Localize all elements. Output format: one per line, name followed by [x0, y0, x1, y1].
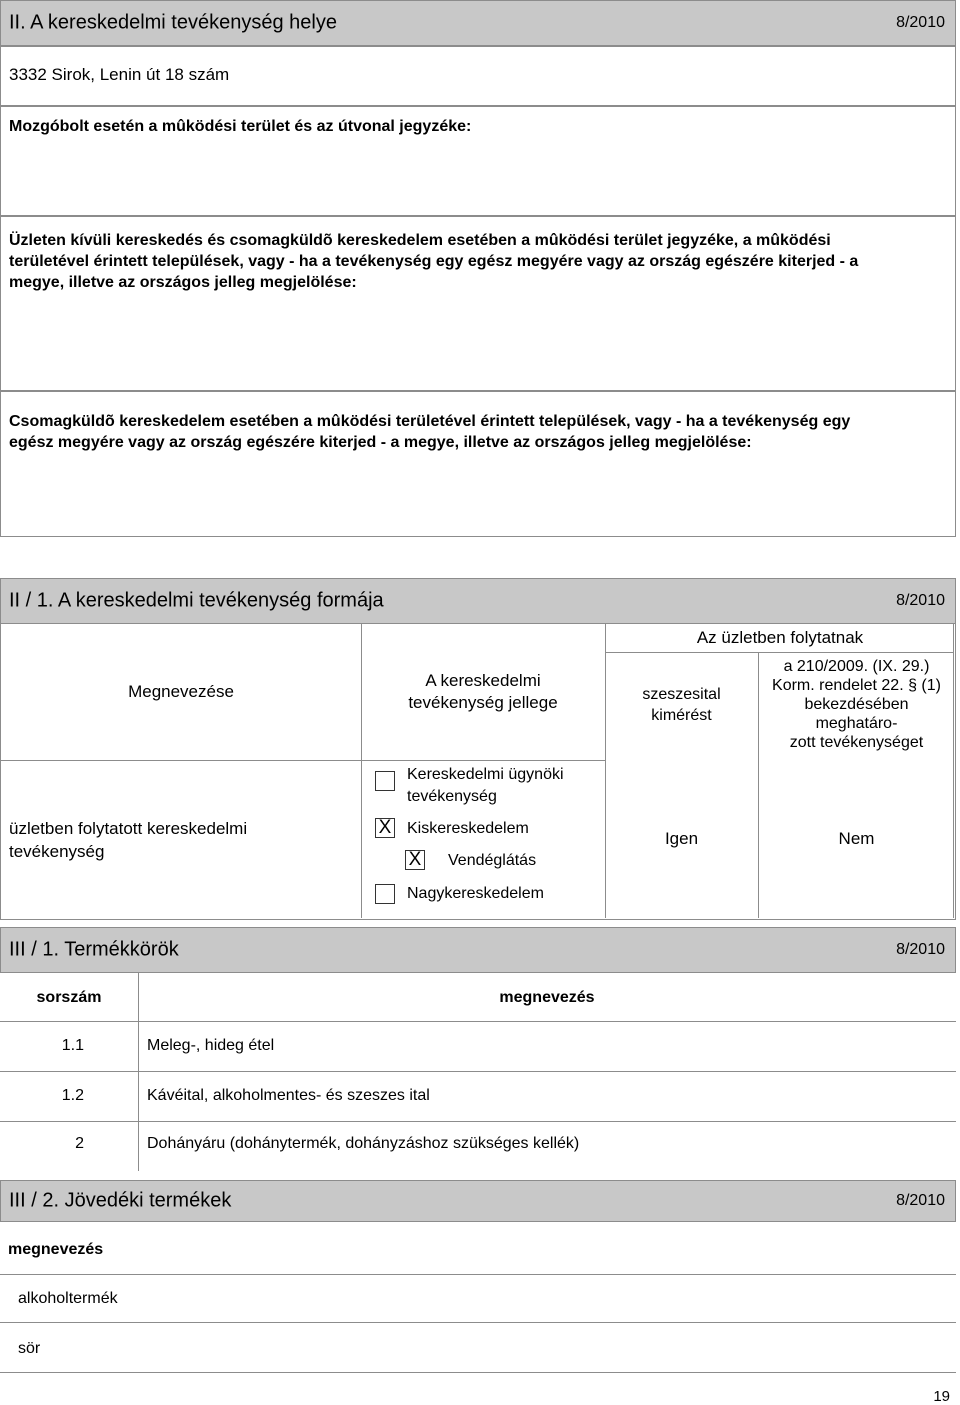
col-regulated-header — [758, 657, 955, 752]
excise-col-header: megnevezés — [8, 1241, 104, 1258]
regulated-value: Nem — [838, 829, 875, 848]
form-table — [0, 624, 956, 920]
row-num: 2 — [75, 1135, 84, 1152]
row-num: 1.2 — [61, 1087, 84, 1104]
row-name: Meleg-, hideg étel — [147, 1037, 275, 1054]
table-row — [0, 1021, 956, 1071]
option-vendeglatas-label: Vendéglátás — [448, 852, 537, 869]
outside-line-3: megye, illetve az országos jelleg megjelölése: — [9, 274, 357, 291]
col-sorszam-header: sorszám — [36, 989, 102, 1006]
row-name-line-1: üzletben folytatott kereskedelmi — [9, 819, 248, 838]
section-3-2-title: III / 2. Jövedéki termékek — [9, 1189, 232, 1212]
section-3-1-code: 8/2010 — [896, 941, 945, 958]
checkbox-ugynoki[interactable] — [375, 771, 395, 791]
col-reg-line-5: zott tevékenységet — [789, 734, 924, 751]
col-jelleg-line-1: A kereskedelmi — [425, 671, 541, 690]
address-box — [0, 46, 956, 106]
checkbox-vendeglatas[interactable]: X — [405, 850, 425, 870]
row-name: Dohányáru (dohánytermék, dohányzáshoz szükséges kellék) — [147, 1135, 580, 1152]
mailorder-line-1: Csomagküldõ kereskedelem esetében a mûködési területével érintett települések, vagy - ha a tevékenység egy — [9, 413, 851, 430]
section-2-header — [0, 0, 956, 46]
mobile-shop-box — [0, 106, 956, 216]
col-megnevezes-header: Megnevezése — [128, 682, 234, 701]
page-number: 19 — [933, 1388, 950, 1405]
section-2-1-code: 8/2010 — [896, 592, 945, 609]
outside-trade-box — [0, 216, 956, 391]
section-2-1-title: II / 1. A kereskedelmi tevékenység formája — [9, 589, 384, 612]
col-reg-line-1: a 210/2009. (IX. 29.) — [783, 658, 930, 675]
col-reg-line-2: Korm. rendelet 22. § (1) — [772, 677, 941, 694]
section-3-2-header — [0, 1180, 956, 1222]
mailorder-line-2: egész megyére vagy az ország egészére kiterjed - a megye, illetve az országos jelleg megjelölése: — [9, 434, 752, 451]
section-3-1-header — [0, 927, 956, 973]
mail-order-label — [9, 411, 850, 453]
products-table — [0, 973, 956, 1173]
option-nagykereskedelem-label: Nagykereskedelem — [407, 885, 544, 902]
col-jelleg-line-2: tevékenység jellege — [408, 693, 558, 712]
option-ugynoki-label — [407, 764, 564, 808]
checkbox-nagykereskedelem[interactable] — [375, 884, 395, 904]
option-kiskereskedelem-label: Kiskereskedelem — [407, 820, 529, 837]
col-szeszesital-header — [605, 684, 758, 726]
col-reg-line-4: meghatáro- — [815, 715, 898, 732]
option-ugynoki-line-2: tevékenység — [407, 788, 497, 805]
col-alcohol-line-1: szeszesital — [642, 686, 721, 703]
table-row — [0, 1071, 956, 1121]
section-2-title: II. A kereskedelmi tevékenység helye — [9, 11, 337, 34]
row-num: 1.1 — [61, 1037, 84, 1054]
col-reg-line-3: bekezdésében — [804, 696, 909, 713]
col-megnevezes3-header: megnevezés — [499, 989, 595, 1006]
table-row — [0, 1121, 956, 1171]
group-header-uzletben: Az üzletben folytatnak — [696, 628, 864, 647]
row-name: Kávéital, alkoholmentes- és szeszes ital — [147, 1087, 430, 1104]
outside-line-2: területével érintett települések, vagy - ha a tevékenység egy egész megyére vagy az ország egészére kiterjed - a — [9, 253, 859, 270]
section-2-code: 8/2010 — [896, 14, 945, 31]
row-name — [9, 817, 247, 863]
col-jelleg-header — [361, 670, 605, 714]
address-text: 3332 Sirok, Lenin út 18 szám — [9, 65, 230, 84]
mail-order-box — [0, 391, 956, 537]
col-alcohol-line-2: kimérést — [651, 707, 712, 724]
outside-trade-label — [9, 230, 858, 293]
section-2-1-header — [0, 578, 956, 624]
alcohol-value: Igen — [664, 829, 699, 848]
excise-item: sör — [18, 1340, 41, 1357]
section-3-1-title: III / 1. Termékkörök — [9, 938, 179, 961]
excise-table — [0, 1222, 956, 1372]
excise-item: alkoholtermék — [18, 1290, 118, 1307]
outside-line-1: Üzleten kívüli kereskedés és csomagküldõ kereskedelem esetében a mûködési terület jegyzéke, a mûködési — [9, 232, 831, 249]
checkbox-kiskereskedelem[interactable]: X — [375, 818, 395, 838]
option-ugynoki-line-1: Kereskedelmi ügynöki — [407, 766, 564, 783]
row-name-line-2: tevékenység — [9, 842, 105, 861]
mobile-shop-label: Mozgóbolt esetén a mûködési terület és az útvonal jegyzéke: — [9, 118, 472, 135]
section-3-2-code: 8/2010 — [896, 1192, 945, 1209]
